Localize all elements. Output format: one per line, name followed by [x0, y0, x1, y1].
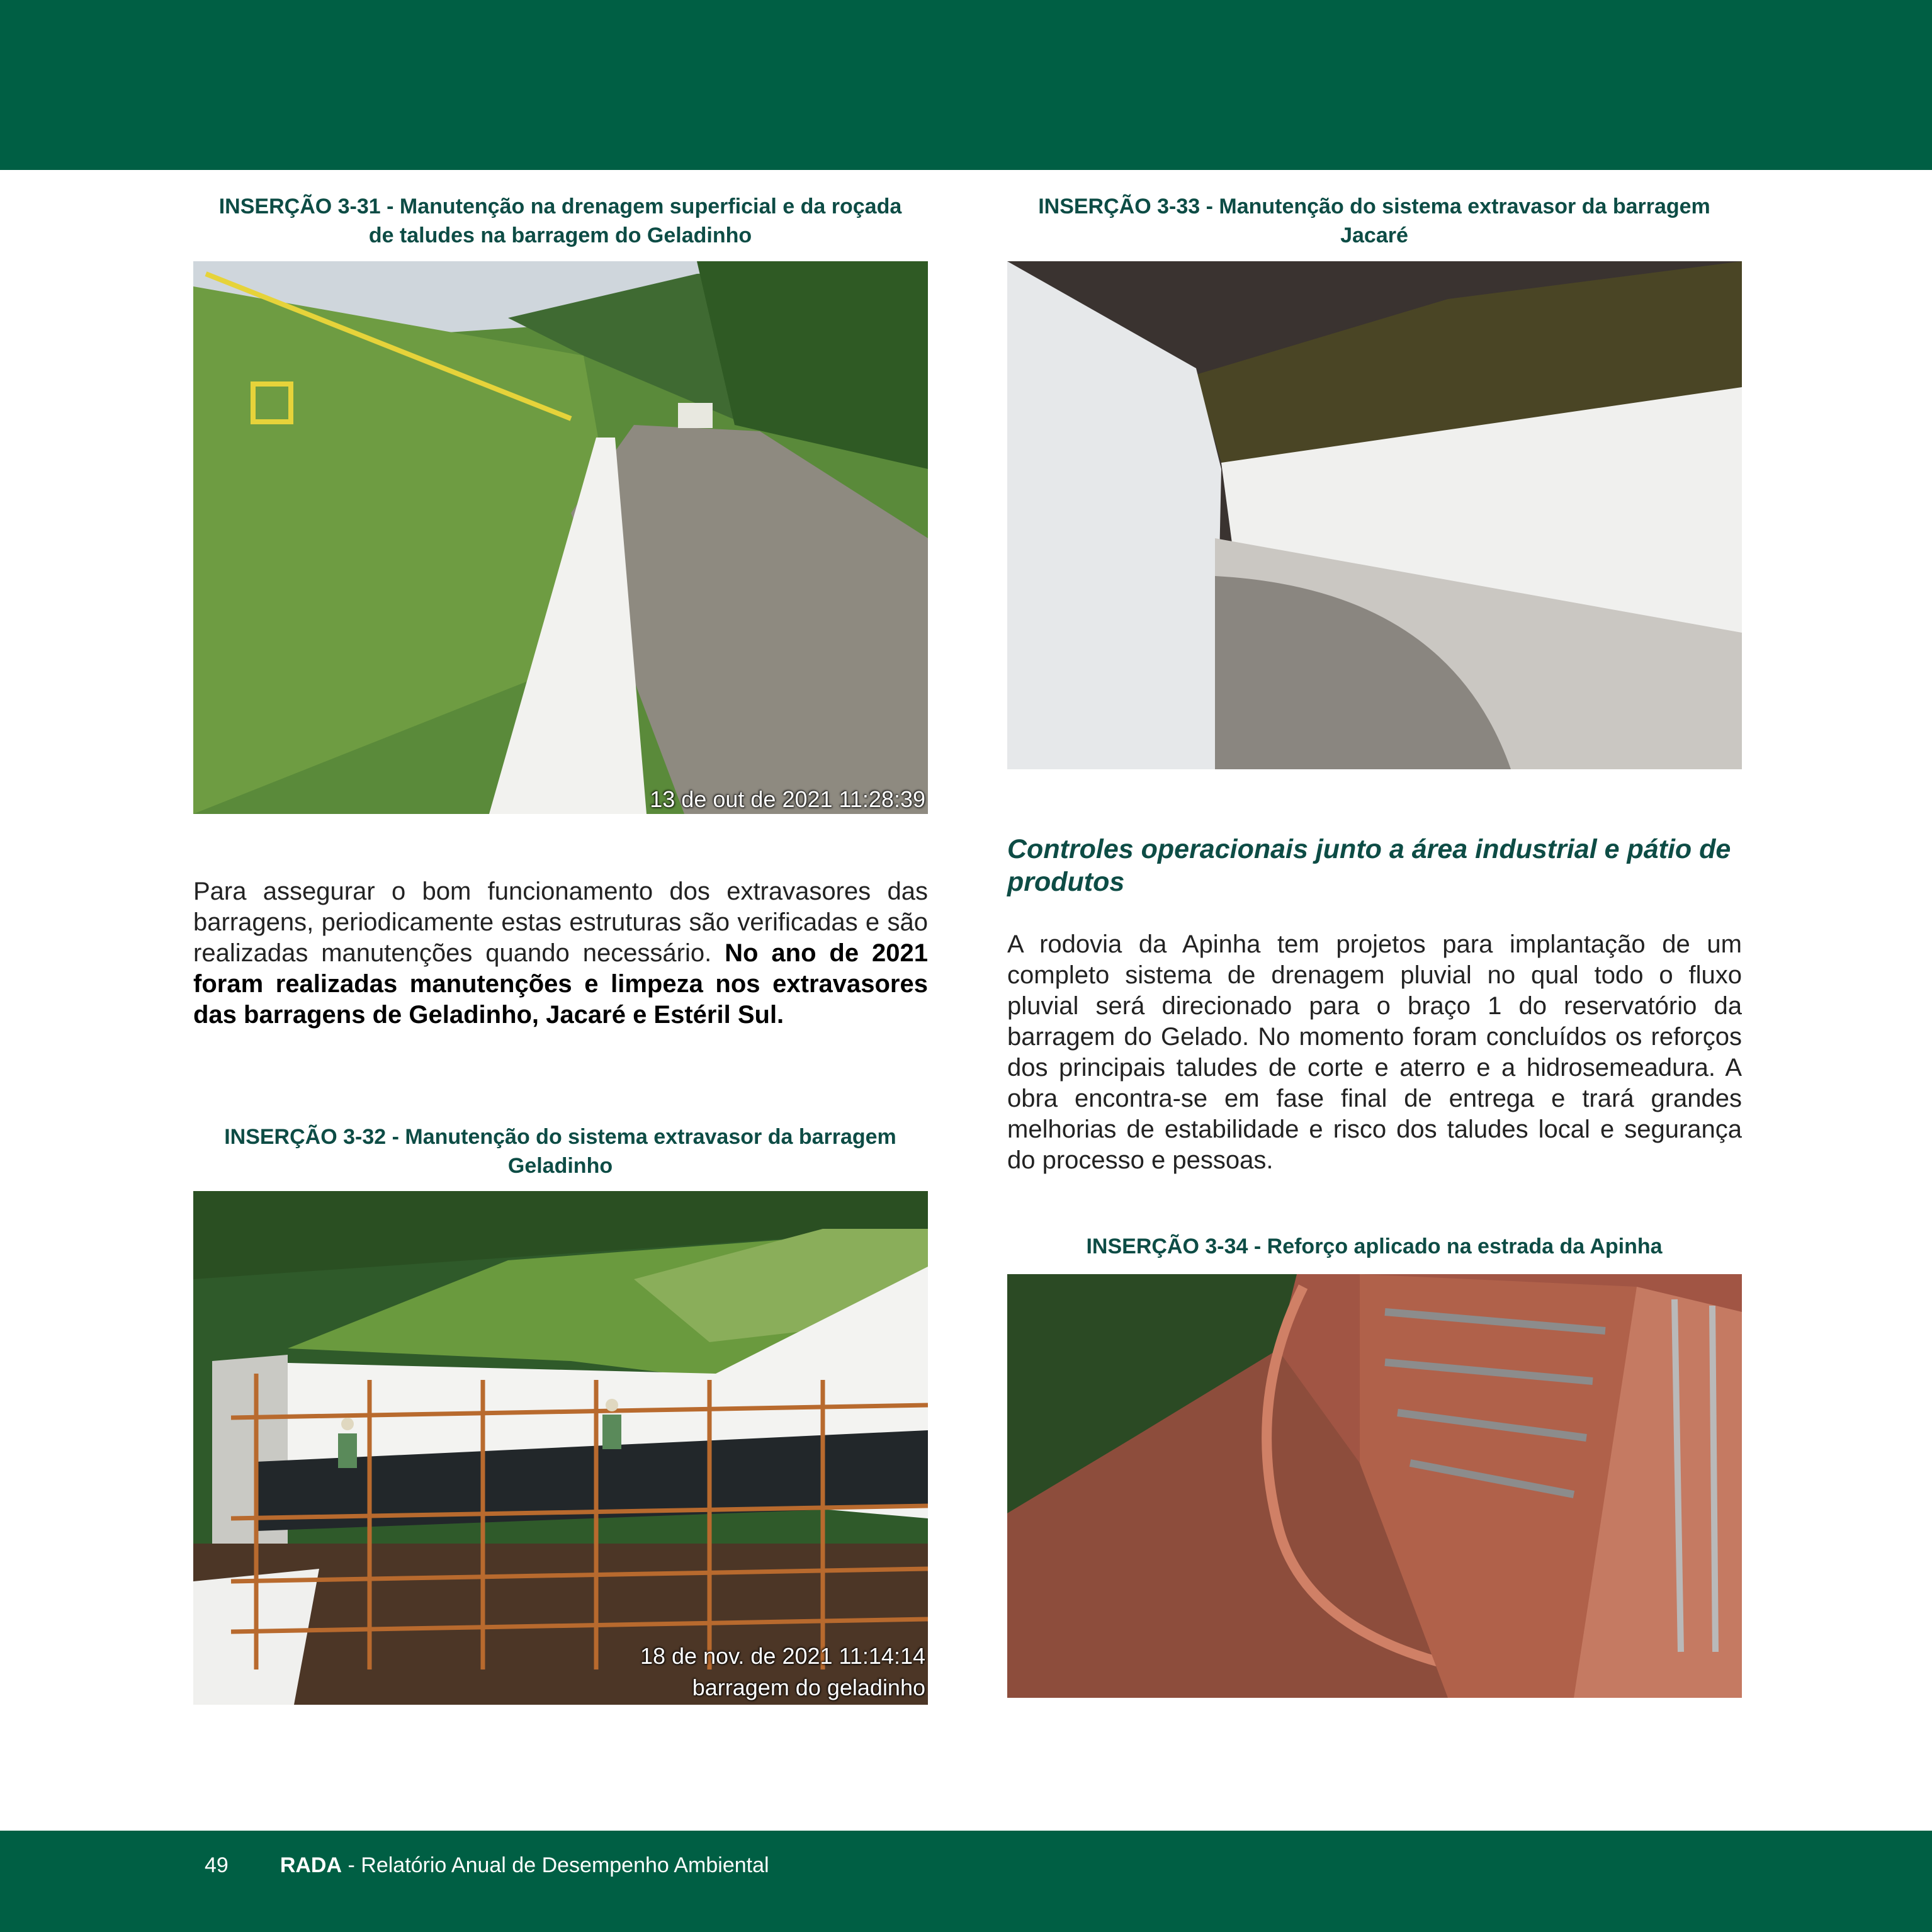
right-paragraph: A rodovia da Apinha tem projetos para implantação de um completo sistema de drenagem pluvial no qual todo o fluxo pluvial será direcionado para o braço 1 do reservatório da barragem do Gelado. No momento foram concluídos os reforços dos principais taludes de corte e aterro e a hidrosemeadura. A obra encontra-se em fase final de entrega e trará grandes melhorias de estabilidade e risco dos taludes local e segurança do processo e pessoas. — [1007, 930, 1742, 1174]
footer — [205, 1853, 769, 1878]
photo-road-reinforcement-apinha — [1007, 1274, 1742, 1698]
header-band — [0, 0, 1932, 170]
photo-timestamp: 13 de out de 2021 11:28:39 — [650, 786, 925, 812]
photo-drainage-geladinho — [193, 261, 928, 814]
photo-spillway-geladinho — [193, 1191, 928, 1705]
page-number: 49 — [205, 1853, 229, 1877]
footer-band — [0, 1831, 1932, 1932]
caption-insercao-3-34: INSERÇÃO 3-34 - Reforço aplicado na estrada da Apinha — [1086, 1234, 1663, 1258]
caption-insercao-3-32: INSERÇÃO 3-32 - Manutenção do sistema extravasor da barragem Geladinho — [224, 1125, 896, 1178]
photo-timestamp: 18 de nov. de 2021 11:14:14 — [640, 1643, 925, 1669]
photo-spillway-jacare — [1007, 261, 1742, 769]
caption-insercao-3-31: INSERÇÃO 3-31 - Manutenção na drenagem superficial e da roçada de taludes na barragem do Geladinho — [218, 195, 902, 247]
caption-insercao-3-33: INSERÇÃO 3-33 - Manutenção do sistema extravasor da barragem Jacaré — [1038, 195, 1710, 247]
footer-brand: RADA — [280, 1853, 342, 1877]
left-paragraph-normal: Para assegurar o bom funcionamento dos extravasores das barragens, periodicamente estas estruturas são verificadas e são realizadas manutenções quando necessário. — [193, 878, 928, 967]
left-paragraph — [193, 876, 928, 1031]
section-title: Controles operacionais junto a área industrial e pátio de produtos — [1007, 834, 1731, 897]
footer-title: - Relatório Anual de Desempenho Ambiental — [342, 1853, 769, 1877]
photo-location-label: barragem do geladinho — [692, 1675, 925, 1700]
left-paragraph-bold: No ano de 2021 foram realizadas manutenções e limpeza nos extravasores das barragens de Geladinho, Jacaré e Estéril Sul. — [193, 939, 929, 1029]
